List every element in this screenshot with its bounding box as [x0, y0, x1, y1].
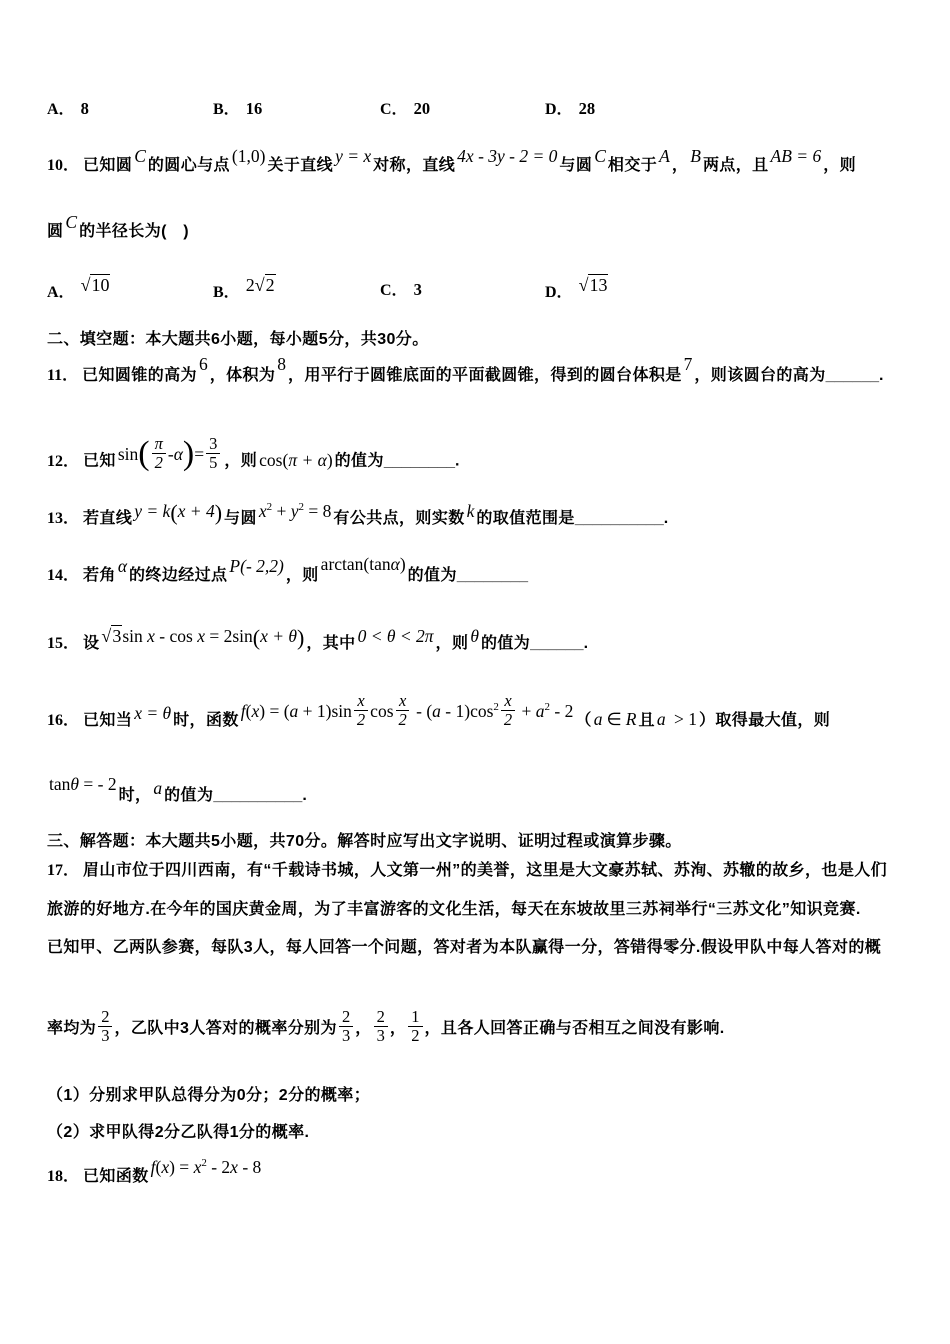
question-text: 已知甲、乙两队参赛，每队3人，每人回答一个问题，答对者为本队赢得一分，答错得零分.假设甲队中每人答对的概 [47, 939, 882, 956]
question-14 [47, 554, 912, 587]
sqrt-expression [101, 625, 122, 646]
question-text: （1）分别求甲队总得分为0分；2分的概率； [47, 1087, 371, 1104]
math-point-a: A [659, 146, 670, 166]
option-d-value: 28 [578, 99, 596, 118]
question-number: 11． [47, 367, 79, 384]
option-a-label: A． [47, 284, 75, 301]
denominator: 2 [154, 453, 163, 473]
blank-underline: ________ [383, 452, 456, 470]
math-point: (1,0) [231, 146, 266, 166]
math-circle-c: C [65, 212, 78, 232]
sin-argument: x + θ [260, 626, 298, 646]
question-text: 已知当 [83, 711, 133, 729]
numerator: x [396, 692, 409, 711]
math-function-formula [239, 691, 576, 730]
option-a-label: A． [47, 101, 75, 118]
punctuation: ， [389, 1020, 407, 1038]
denominator: 5 [209, 453, 218, 473]
question-text: ，则 [285, 567, 319, 584]
question-text: ，其中 [306, 635, 356, 652]
math-frustum-volume: 7 [683, 354, 693, 374]
question-text: 的圆心与点 [147, 157, 230, 174]
radical-sign: √ [101, 626, 112, 646]
coefficient: 2 [245, 275, 255, 295]
equals-minus-2: = - 2 [79, 774, 117, 794]
question-text: 且 [638, 711, 655, 729]
right-paren: ) [399, 554, 406, 574]
set-r-symbol: R [625, 708, 637, 729]
section-heading-text: 二、填空题：本大题共6小题，每小题5分，共30分。 [47, 331, 429, 348]
section-heading-solve [47, 830, 912, 853]
question-17-line-4 [47, 1007, 912, 1048]
option-a-value: 8 [80, 99, 89, 118]
question-text: 已知圆 [83, 157, 133, 174]
math-arctan-expression [319, 554, 408, 574]
question-text: ，乙队中3人答对的概率分别为 [114, 1020, 337, 1038]
minus-2: - 2 [206, 1157, 231, 1177]
option-c-value: 20 [413, 99, 431, 118]
option-d [545, 275, 608, 304]
sqrt-expression [246, 275, 276, 295]
minus-sign: - [167, 443, 174, 464]
math-chord-length: AB = 6 [770, 146, 822, 166]
blank-underline: ______ [825, 367, 879, 384]
numerator: 2 [98, 1008, 112, 1027]
question-text: 时， [118, 787, 152, 804]
theta-condition: 0 < θ < 2π [357, 626, 434, 646]
math-volume-value: 8 [277, 354, 287, 374]
numerator: x [354, 692, 367, 711]
fraction-pi-over-2 [150, 435, 168, 473]
question-13 [47, 500, 912, 535]
question-text: ，用平行于圆锥底面的平面截圆锥，得到的圆台体积是 [288, 367, 682, 384]
big-right-paren: ) [182, 435, 195, 472]
option-a [47, 97, 213, 121]
denominator: 2 [398, 710, 407, 730]
question-15 [47, 625, 912, 660]
question-number: 10． [47, 157, 80, 174]
question-text: （2）求甲队得2分乙队得1分的概率. [47, 1124, 310, 1141]
cos-argument: π + α [288, 449, 327, 470]
question-11 [47, 354, 912, 387]
line-lhs: y = k [134, 501, 171, 521]
question-text: 的终边经过点 [129, 567, 228, 584]
blank-underline: ______ [530, 635, 584, 652]
punctuation: . [879, 367, 884, 384]
paren-argument: x + 4 [177, 501, 215, 521]
question-text: 眉山市位于四川西南，有“千载诗书城，人文第一州”的美誉，这里是大文豪苏轼、苏洵、苏辙的故乡，也是人们 [83, 862, 888, 879]
left-paren: ( [252, 625, 261, 650]
x-variable: x [230, 1157, 238, 1177]
sqrt-expression [579, 275, 609, 295]
question-text: 与圆 [559, 157, 593, 174]
denominator: 3 [101, 1026, 110, 1046]
theta-symbol: θ [70, 774, 79, 794]
minus-2: - 2 [550, 700, 574, 721]
option-b-label: B． [213, 101, 240, 118]
question-17-line-2 [47, 898, 912, 921]
a-variable: a [656, 708, 666, 729]
greater-than-1: > 1 [669, 708, 697, 729]
section-heading-text: 三、解答题：本大题共5小题，共70分。解答时应写出文字说明、证明过程或演算步骤。 [47, 833, 682, 850]
question-16-line-2 [47, 774, 912, 807]
k-variable: k [466, 501, 475, 521]
radicand: 3 [112, 626, 122, 646]
question-number: 18． [47, 1168, 80, 1185]
question-text: 若角 [83, 567, 116, 584]
question-text: 率均为 [47, 1020, 97, 1038]
left-paren: ( [155, 1157, 162, 1177]
alpha-symbol: α [117, 556, 128, 576]
tan-function: tan [49, 774, 71, 794]
question-number: 16． [47, 711, 80, 729]
numerator: 2 [374, 1008, 388, 1027]
fraction-2-over-3 [337, 1008, 355, 1046]
exponent: 2 [298, 501, 305, 514]
plus-sign: + [517, 700, 536, 721]
question-text: 若直线 [83, 510, 133, 527]
question-text: ，则该圆台的高为 [694, 367, 826, 384]
question-number: 12． [47, 452, 80, 470]
question-17-line-1 [47, 859, 912, 882]
big-left-paren: ( [138, 435, 150, 472]
radicand: 2 [265, 275, 275, 295]
math-line-yx: y = x [335, 146, 372, 166]
question-text: 已知 [83, 452, 116, 470]
question-text: ，则 [435, 635, 469, 652]
option-b [213, 275, 380, 304]
question-number: 13． [47, 510, 80, 527]
math-point-p: P(- 2,2) [229, 556, 284, 576]
minus-8: - 8 [237, 1157, 262, 1177]
radical-sign: √ [578, 275, 589, 295]
radical-sign: √ [254, 275, 265, 295]
cos-function: cos [470, 700, 494, 721]
cn-right-paren: ） [698, 711, 716, 729]
math-tan-theta [47, 774, 119, 794]
numerator: x [501, 692, 514, 711]
numerator: 1 [408, 1008, 422, 1027]
question-text: 已知函数 [83, 1168, 149, 1185]
denominator: 2 [356, 710, 366, 730]
blank-underline: __________ [213, 787, 303, 804]
option-b-label: B． [213, 284, 240, 301]
x-variable: x [193, 1157, 202, 1177]
punctuation: . [302, 787, 308, 804]
option-b-value: 16 [245, 99, 263, 118]
sin-function: sin [117, 443, 139, 464]
fraction-3-over-5 [204, 435, 222, 473]
math-line-eq: 4x - 3y - 2 = 0 [457, 146, 558, 166]
fraction-2-over-3 [372, 1008, 390, 1046]
cn-left-paren: （ [575, 711, 592, 729]
x-variable: x [161, 1157, 170, 1177]
f-symbol: f [150, 1157, 156, 1177]
math-circle-c: C [134, 146, 146, 166]
question-16-line-1 [47, 691, 912, 740]
denominator: 2 [503, 710, 513, 730]
math-formula-sin [116, 433, 225, 473]
math-x-equals-theta: x = θ [134, 702, 172, 723]
blank-underline: ________ [456, 567, 529, 584]
a-variable: a [432, 700, 441, 721]
math-line-equation [132, 500, 224, 525]
question-text: 时，函数 [173, 711, 239, 729]
option-c-label: C． [380, 101, 408, 118]
fraction-x-over-2 [499, 692, 517, 730]
blank-underline: __________ [574, 510, 664, 527]
option-c [380, 278, 545, 304]
numerator: π [152, 435, 166, 454]
math-circle-c: C [594, 146, 606, 166]
question-number: 17． [47, 862, 80, 879]
option-c-label: C． [380, 282, 408, 299]
question-10-line-1 [47, 146, 912, 177]
fraction-1-over-2 [406, 1008, 424, 1046]
numerator: 2 [339, 1008, 353, 1027]
element-of-symbol: ∈ [606, 708, 622, 729]
math-height-value: 6 [198, 354, 208, 374]
question-text: 已知圆锥的高为 [82, 367, 197, 384]
arctan-argument: α [390, 554, 400, 574]
sqrt-expression [81, 275, 111, 295]
radicand: 13 [589, 275, 608, 295]
radical-sign: √ [80, 275, 91, 295]
question-10-line-2 [47, 212, 912, 243]
a-variable: a [593, 708, 603, 729]
cos-function: - cos [154, 626, 198, 646]
exponent: 2 [201, 1157, 207, 1170]
option-d [545, 97, 595, 121]
section-heading-fill-in [47, 328, 912, 351]
a-variable: a [535, 700, 545, 721]
punctuation: ， [671, 157, 689, 174]
theta-symbol: θ [470, 626, 479, 646]
punctuation: . [663, 510, 669, 527]
question-text: 对称，直线 [373, 157, 456, 174]
y-variable: y [290, 501, 299, 521]
cos-function: cos( [259, 449, 289, 470]
plus-sign: + [272, 501, 291, 521]
exponent: 2 [544, 701, 551, 714]
f-symbol: f [240, 700, 246, 721]
exponent: 2 [493, 701, 499, 714]
equals-2sin: = 2sin [204, 626, 253, 646]
left-paren: ( [245, 700, 252, 721]
x-variable: x [197, 626, 205, 646]
minus-open: - ( [411, 700, 433, 721]
exponent: 2 [266, 501, 273, 514]
question-18 [47, 1157, 912, 1188]
equals-8: = 8 [304, 501, 332, 521]
option-c-value: 3 [413, 280, 422, 299]
punctuation: . [455, 452, 460, 470]
equals-sign: = [194, 443, 205, 464]
question-17-part-1 [47, 1084, 912, 1107]
question-text: 的半径长为( ) [79, 223, 189, 240]
x-variable: x [251, 700, 260, 721]
right-paren: ) [326, 449, 333, 470]
option-d-label: D． [545, 284, 573, 301]
arctan-function: arctan(tan [320, 554, 391, 574]
question-text: 的值为 [164, 787, 214, 804]
cos-function: cos [370, 700, 394, 721]
sin-function: sin [331, 700, 352, 721]
math-function-formula [149, 1157, 264, 1177]
question-text: 的取值范围是 [476, 510, 575, 527]
question-text: 的值为 [407, 567, 457, 584]
x-variable: x [147, 626, 155, 646]
question-text: 关于直线 [267, 157, 334, 174]
option-d-label: D． [545, 101, 573, 118]
plus-1-close: + 1) [298, 700, 332, 721]
a-variable: a [153, 778, 163, 798]
numerator: 3 [206, 435, 220, 454]
fraction-2-over-3 [96, 1008, 114, 1046]
question-number: 15． [47, 635, 80, 652]
question-text: 圆 [47, 223, 64, 240]
punctuation: . [583, 635, 589, 652]
question-text: 相交于 [607, 157, 658, 174]
question-text: 两点，且 [702, 157, 769, 174]
option-b [213, 97, 380, 121]
question-text: 有公共点，则实数 [333, 510, 465, 527]
question-text: ，则 [224, 452, 258, 470]
question-text: 的值为 [480, 635, 531, 652]
a-variable: a [289, 700, 299, 721]
punctuation: ， [355, 1020, 372, 1038]
sin-function: sin [122, 626, 148, 646]
equals-open: ) = ( [259, 700, 290, 721]
option-a [47, 275, 213, 304]
question-9-options-row [47, 97, 912, 121]
question-10-options-row [47, 275, 912, 304]
left-paren: ( [170, 500, 178, 525]
question-12 [47, 433, 912, 486]
question-17-line-3 [47, 936, 912, 959]
fraction-x-over-2 [394, 692, 412, 730]
equals-sign: ) = [169, 1157, 194, 1177]
question-text: ，且各人回答正确与否相互之间没有影响. [424, 1020, 725, 1038]
option-c [380, 97, 545, 121]
math-identity-formula [99, 625, 306, 650]
minus-1-close: - 1) [440, 700, 471, 721]
math-circle-equation [257, 501, 334, 521]
x-variable: x [258, 501, 267, 521]
question-text: ，体积为 [209, 367, 276, 384]
question-text: 设 [83, 635, 100, 652]
right-paren: ) [214, 500, 223, 525]
question-text: 的值为 [334, 452, 384, 470]
denominator: 2 [411, 1026, 420, 1046]
question-number: 14． [47, 567, 80, 584]
question-text: 与圆 [224, 510, 257, 527]
radicand: 10 [91, 275, 110, 295]
math-point-b: B [690, 146, 701, 166]
alpha-symbol: α [173, 443, 183, 464]
question-text: 取得最大值，则 [715, 711, 831, 729]
math-cos-expression [257, 450, 335, 470]
question-17-part-2 [47, 1121, 912, 1144]
denominator: 3 [376, 1026, 385, 1046]
denominator: 3 [341, 1026, 351, 1046]
question-text: 旅游的好地方.在今年的国庆黄金周，为了丰富游客的文化生活，每天在东坡故里三苏祠举行“三苏文化”知识竞赛. [47, 901, 861, 918]
right-paren: ) [297, 625, 305, 650]
question-text: ，则 [823, 157, 857, 174]
fraction-x-over-2 [352, 692, 370, 730]
